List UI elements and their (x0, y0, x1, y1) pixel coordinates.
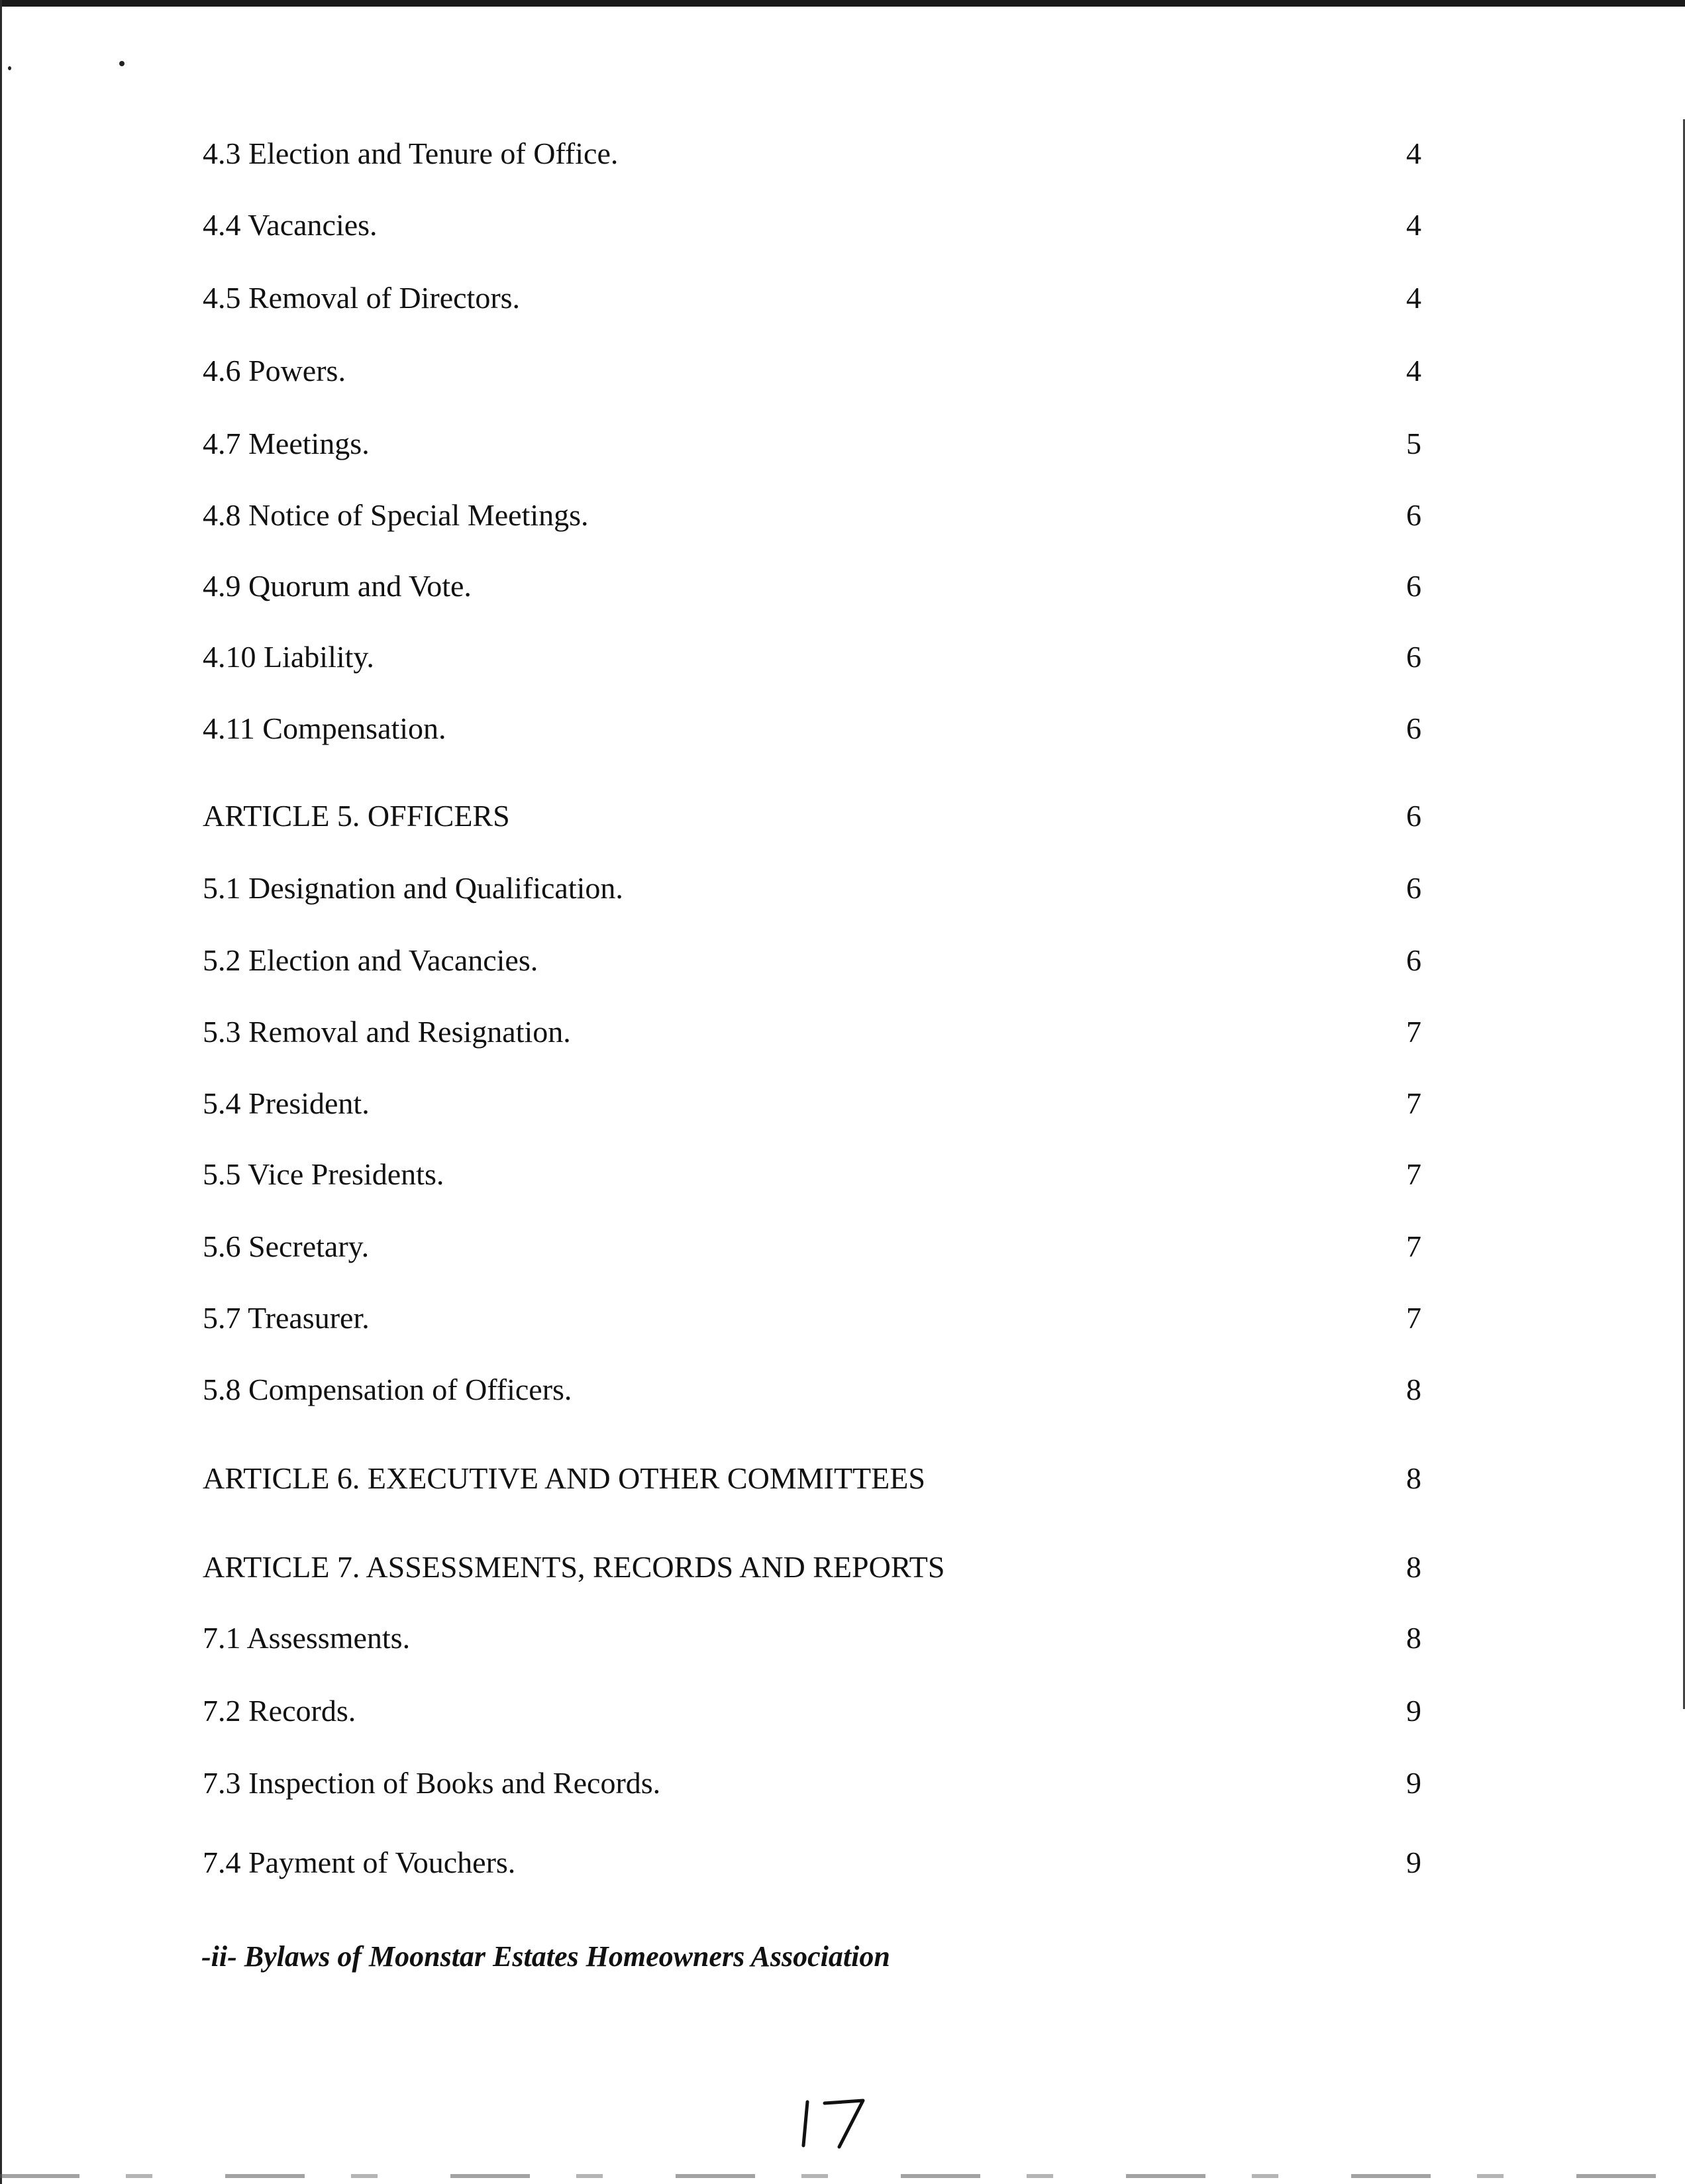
toc-entry-title: 5.3 Removal and Resignation. (203, 1015, 571, 1049)
toc-entry-title: 5.8 Compensation of Officers. (203, 1373, 572, 1406)
toc-entry-title: 5.2 Election and Vacancies. (203, 943, 538, 977)
toc-entry-title: 4.4 Vacancies. (203, 208, 378, 242)
toc-entry-page: 8 (1406, 1621, 1421, 1655)
toc-entry (203, 1227, 1421, 1267)
toc-entry (203, 134, 1421, 174)
toc-entry-page: 6 (1406, 799, 1421, 833)
toc-entry (203, 1012, 1421, 1052)
toc-entry-page: 5 (1406, 427, 1421, 460)
toc-entry-title: 5.6 Secretary. (203, 1229, 370, 1263)
toc-entry-page: 4 (1406, 354, 1421, 388)
toc-entry (203, 709, 1421, 749)
toc-entry (203, 1763, 1421, 1803)
toc-entry-title: 5.4 President. (203, 1086, 370, 1120)
toc-entry-title: 5.5 Vice Presidents. (203, 1157, 444, 1191)
toc-entry (203, 205, 1421, 245)
toc-entry (203, 1298, 1421, 1338)
handwritten-page-number (798, 2097, 871, 2150)
toc-entry-title: 4.6 Powers. (203, 354, 346, 388)
toc-article-heading (203, 796, 1421, 836)
toc-entry (203, 941, 1421, 980)
toc-entry-title: ARTICLE 7. ASSESSMENTS, RECORDS AND REPORTS (203, 1550, 945, 1584)
toc-entry-page: 7 (1406, 1229, 1421, 1263)
toc-entry-page: 7 (1406, 1015, 1421, 1049)
toc-entry-page: 9 (1406, 1846, 1421, 1879)
toc-entry-title: 4.10 Liability. (203, 640, 374, 674)
toc-entry-page: 6 (1406, 569, 1421, 603)
toc-entry-page: 4 (1406, 208, 1421, 242)
toc-entry-page: 9 (1406, 1766, 1421, 1800)
toc-entry-title: 4.5 Removal of Directors. (203, 281, 521, 315)
toc-entry-page: 7 (1406, 1301, 1421, 1335)
toc-entry-title: 7.2 Records. (203, 1694, 356, 1728)
toc-entry (203, 424, 1421, 464)
toc-entry (203, 278, 1421, 318)
toc-article-heading (203, 1459, 1421, 1498)
toc-entry (203, 351, 1421, 391)
toc-article-heading (203, 1547, 1421, 1587)
toc-entry-title: 4.7 Meetings. (203, 427, 370, 460)
toc-entry-title: 5.1 Designation and Qualification. (203, 871, 623, 905)
toc-entry-page: 8 (1406, 1373, 1421, 1406)
toc-entry-page: 4 (1406, 281, 1421, 315)
toc-entry-page: 7 (1406, 1086, 1421, 1120)
toc-entry-page: 4 (1406, 136, 1421, 170)
toc-entry (203, 1691, 1421, 1731)
toc-entry-title: 4.9 Quorum and Vote. (203, 569, 472, 603)
page-footer: -ii- Bylaws of Moonstar Estates Homeowners Association (201, 1940, 890, 1973)
toc-entry (203, 566, 1421, 606)
toc-entry-title: 4.3 Election and Tenure of Office. (203, 136, 619, 170)
toc-entry-page: 6 (1406, 498, 1421, 532)
toc-entry-page: 6 (1406, 871, 1421, 905)
toc-entry (203, 1155, 1421, 1194)
toc-entry (203, 868, 1421, 908)
toc-entry-page: 8 (1406, 1461, 1421, 1495)
toc-entry-title: 4.11 Compensation. (203, 711, 446, 745)
toc-entry-page: 6 (1406, 640, 1421, 674)
toc-entry (203, 1618, 1421, 1658)
toc-entry-title: 4.8 Notice of Special Meetings. (203, 498, 589, 532)
toc-entry (203, 495, 1421, 535)
toc-entry-page: 6 (1406, 943, 1421, 977)
toc-entry-title: 7.4 Payment of Vouchers. (203, 1846, 516, 1879)
toc-entry-page: 7 (1406, 1157, 1421, 1191)
toc-entry (203, 1084, 1421, 1123)
toc-entry-title: ARTICLE 6. EXECUTIVE AND OTHER COMMITTEES (203, 1461, 925, 1495)
toc-entry-page: 8 (1406, 1550, 1421, 1584)
toc-entry-title: 7.1 Assessments. (203, 1621, 411, 1655)
toc-entry-title: ARTICLE 5. OFFICERS (203, 799, 510, 833)
toc-entry (203, 1843, 1421, 1883)
toc-entry-title: 7.3 Inspection of Books and Records. (203, 1766, 661, 1800)
toc-entry (203, 1370, 1421, 1410)
toc-entry-page: 9 (1406, 1694, 1421, 1728)
toc-entry-page: 6 (1406, 711, 1421, 745)
toc-entry-title: 5.7 Treasurer. (203, 1301, 370, 1335)
toc-entry (203, 637, 1421, 677)
